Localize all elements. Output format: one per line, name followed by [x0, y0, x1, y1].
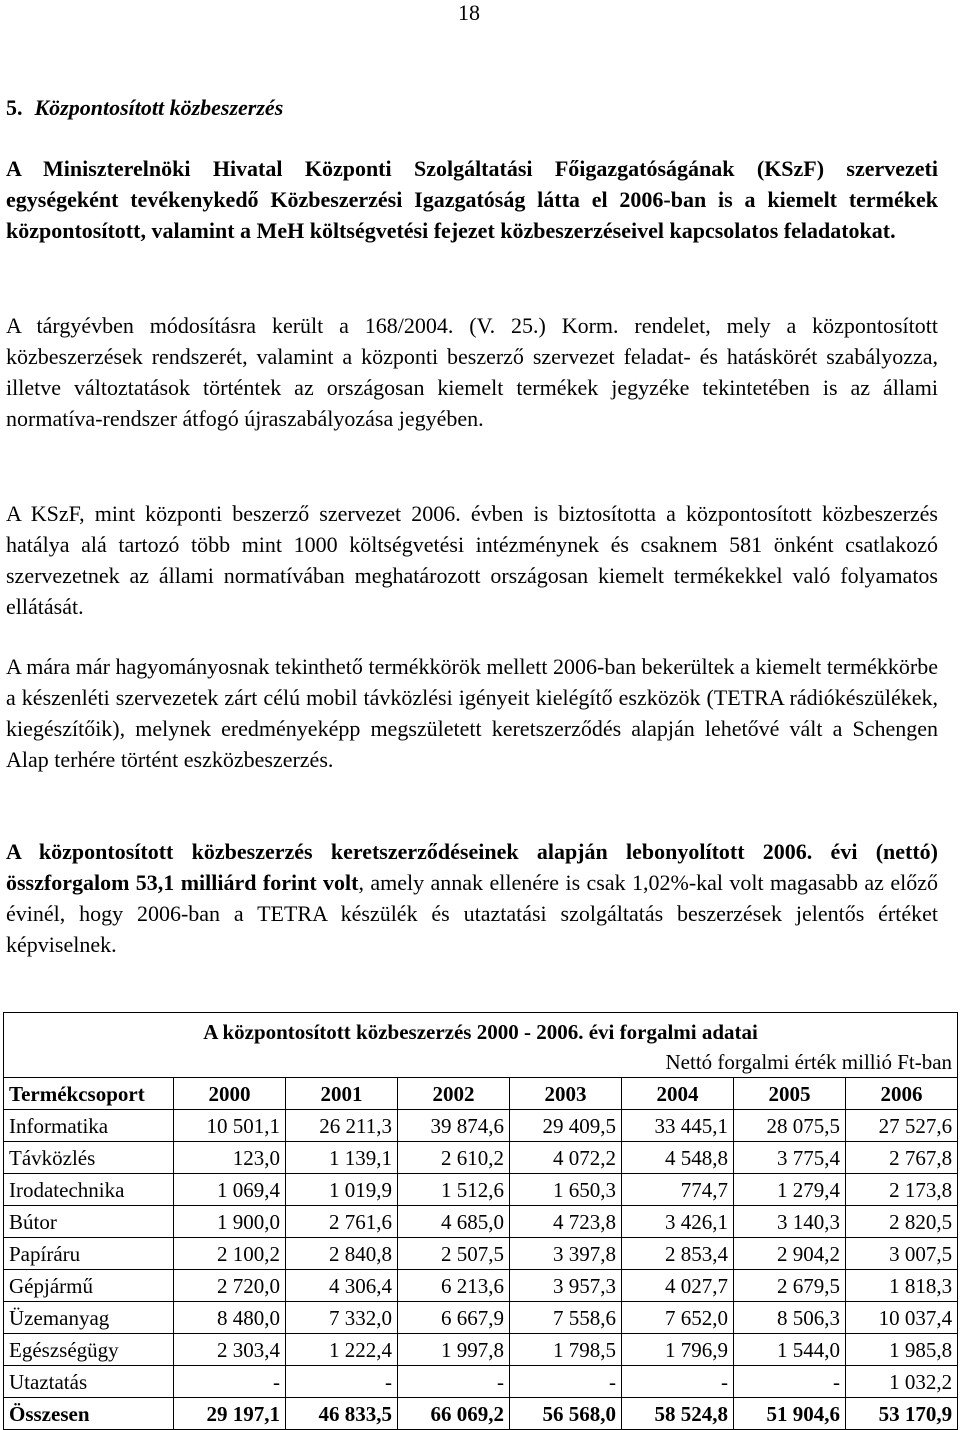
- row-label-cell: Egészségügy: [4, 1334, 174, 1366]
- row-label-cell: Informatika: [4, 1110, 174, 1142]
- value-cell: 2 904,2: [734, 1238, 846, 1270]
- turnover-table-container: [3, 1012, 957, 1430]
- value-cell: 7 332,0: [286, 1302, 398, 1334]
- value-cell: 6 667,9: [398, 1302, 510, 1334]
- value-cell: 1 069,4: [174, 1174, 286, 1206]
- row-label-cell: Papíráru: [4, 1238, 174, 1270]
- value-cell: 4 548,8: [622, 1142, 734, 1174]
- value-cell: 4 723,8: [510, 1206, 622, 1238]
- value-cell: 4 685,0: [398, 1206, 510, 1238]
- table-row: [4, 1302, 958, 1334]
- value-cell: 3 775,4: [734, 1142, 846, 1174]
- turnover-highlight: A központosított közbeszerzés keretszerződéseinek alapján lebonyolított 2006. évi (nettó) összforgalom 53,1 milliárd forint volt: [6, 839, 938, 895]
- header-cell: 2006: [846, 1078, 958, 1110]
- value-cell: -: [622, 1366, 734, 1398]
- value-cell: 2 853,4: [622, 1238, 734, 1270]
- value-cell: 33 445,1: [622, 1110, 734, 1142]
- value-cell: -: [174, 1366, 286, 1398]
- value-cell: 4 072,2: [510, 1142, 622, 1174]
- row-label-cell: Utaztatás: [4, 1366, 174, 1398]
- value-cell: 3 140,3: [734, 1206, 846, 1238]
- table-title-row: [4, 1013, 958, 1048]
- value-cell: 26 211,3: [286, 1110, 398, 1142]
- value-cell: 53 170,9: [846, 1398, 958, 1430]
- page-number: 18: [458, 0, 480, 25]
- paragraph-ksz-intro: A Miniszterelnöki Hivatal Központi Szolgáltatási Főigazgatóságának (KSzF) szervezeti egységeként tevékenykedő Közbeszerzési Igazgatóság látta el 2006-ban is a kiemelt termékek központosított, valamint a MeH költségvetési fejezet közbeszerzéseivel kapcsolatos feladatokat.: [6, 156, 938, 243]
- value-cell: 1 139,1: [286, 1142, 398, 1174]
- value-cell: -: [286, 1366, 398, 1398]
- section-heading: [6, 93, 283, 123]
- section-title: Központosított közbeszerzés: [34, 95, 284, 120]
- row-label-cell: Összesen: [4, 1398, 174, 1430]
- value-cell: 774,7: [622, 1174, 734, 1206]
- value-cell: 2 610,2: [398, 1142, 510, 1174]
- value-cell: 39 874,6: [398, 1110, 510, 1142]
- value-cell: 1 818,3: [846, 1270, 958, 1302]
- value-cell: 1 985,8: [846, 1334, 958, 1366]
- value-cell: -: [510, 1366, 622, 1398]
- header-cell: 2004: [622, 1078, 734, 1110]
- value-cell: 29 409,5: [510, 1110, 622, 1142]
- value-cell: 2 761,6: [286, 1206, 398, 1238]
- value-cell: 27 527,6: [846, 1110, 958, 1142]
- table-unit: Nettó forgalmi érték millió Ft-ban: [4, 1047, 958, 1078]
- value-cell: 29 197,1: [174, 1398, 286, 1430]
- row-label-cell: Távközlés: [4, 1142, 174, 1174]
- value-cell: 2 679,5: [734, 1270, 846, 1302]
- value-cell: 2 100,2: [174, 1238, 286, 1270]
- paragraph-regulation: A tárgyévben módosításra került a 168/2004. (V. 25.) Korm. rendelet, mely a központosított közbeszerzések rendszerét, valamint a központi beszerző szervezet feladat- és hatáskörét szabályozza, illetve változtatások történtek az országosan kiemelt termékek jegyzéke tekintetében is az állami normatíva-rendszer átfogó újraszabályozása jegyében.: [6, 313, 938, 431]
- table-header-row: [4, 1078, 958, 1110]
- table-row: [4, 1174, 958, 1206]
- table-row: [4, 1206, 958, 1238]
- turnover-table: [3, 1012, 958, 1430]
- header-cell: Termékcsoport: [4, 1078, 174, 1110]
- value-cell: 1 798,5: [510, 1334, 622, 1366]
- value-cell: 3 957,3: [510, 1270, 622, 1302]
- paragraph-turnover: [6, 836, 938, 960]
- row-label-cell: Irodatechnika: [4, 1174, 174, 1206]
- table-total-row: [4, 1398, 958, 1430]
- value-cell: 2 767,8: [846, 1142, 958, 1174]
- value-cell: 10 037,4: [846, 1302, 958, 1334]
- value-cell: 1 512,6: [398, 1174, 510, 1206]
- table-row: [4, 1334, 958, 1366]
- value-cell: 1 019,9: [286, 1174, 398, 1206]
- value-cell: 1 650,3: [510, 1174, 622, 1206]
- paragraph-supply: A KSzF, mint központi beszerző szervezet 2006. évben is biztosította a központosított közbeszerzés hatálya alá tartozó több mint 1000 költségvetési intézménynek és csaknem 581 önként csatlakozó szervezetnek az állami normatívában meghatározott országosan kiemelt termékekkel való folyamatos ellátását.: [6, 501, 938, 619]
- header-cell: 2001: [286, 1078, 398, 1110]
- table-row: [4, 1238, 958, 1270]
- table-row: [4, 1366, 958, 1398]
- table-title: A központosított közbeszerzés 2000 - 2006. évi forgalmi adatai: [4, 1013, 958, 1048]
- value-cell: 6 213,6: [398, 1270, 510, 1302]
- value-cell: -: [734, 1366, 846, 1398]
- value-cell: 3 007,5: [846, 1238, 958, 1270]
- value-cell: 1 997,8: [398, 1334, 510, 1366]
- value-cell: 1 796,9: [622, 1334, 734, 1366]
- row-label-cell: Gépjármű: [4, 1270, 174, 1302]
- value-cell: 1 032,2: [846, 1366, 958, 1398]
- table-row: [4, 1270, 958, 1302]
- header-cell: 2003: [510, 1078, 622, 1110]
- value-cell: 58 524,8: [622, 1398, 734, 1430]
- value-cell: 2 840,8: [286, 1238, 398, 1270]
- value-cell: 28 075,5: [734, 1110, 846, 1142]
- value-cell: 1 279,4: [734, 1174, 846, 1206]
- table-row: [4, 1142, 958, 1174]
- row-label-cell: Üzemanyag: [4, 1302, 174, 1334]
- table-unit-row: [4, 1047, 958, 1078]
- value-cell: 51 904,6: [734, 1398, 846, 1430]
- value-cell: 10 501,1: [174, 1110, 286, 1142]
- value-cell: 8 480,0: [174, 1302, 286, 1334]
- value-cell: 66 069,2: [398, 1398, 510, 1430]
- value-cell: 2 303,4: [174, 1334, 286, 1366]
- row-label-cell: Bútor: [4, 1206, 174, 1238]
- paragraph-tetra: A mára már hagyományosnak tekinthető termékkörök mellett 2006-ban bekerültek a kiemelt termékkörbe a készenléti szervezetek zárt célú mobil távközlési igényeit kielégítő eszközök (TETRA rádiókészülékek, kiegészítőik), melynek eredményeképp megszületett keretszerződés alapján lehetővé vált a Schengen Alap terhére történt eszközbeszerzés.: [6, 654, 938, 772]
- value-cell: 2 507,5: [398, 1238, 510, 1270]
- table-row: [4, 1110, 958, 1142]
- value-cell: 3 426,1: [622, 1206, 734, 1238]
- value-cell: -: [398, 1366, 510, 1398]
- value-cell: 56 568,0: [510, 1398, 622, 1430]
- value-cell: 1 544,0: [734, 1334, 846, 1366]
- value-cell: 2 173,8: [846, 1174, 958, 1206]
- value-cell: 2 720,0: [174, 1270, 286, 1302]
- turnover-rest: , amely annak ellenére is csak 1,02%-kal volt magasabb az előző évinél, hogy 2006-ban a TETRA készülék és utaztatási szolgáltatás beszerzések jelentős értéket képviselnek.: [6, 870, 938, 957]
- value-cell: 2 820,5: [846, 1206, 958, 1238]
- value-cell: 8 506,3: [734, 1302, 846, 1334]
- value-cell: 1 900,0: [174, 1206, 286, 1238]
- value-cell: 3 397,8: [510, 1238, 622, 1270]
- value-cell: 7 652,0: [622, 1302, 734, 1334]
- value-cell: 4 027,7: [622, 1270, 734, 1302]
- section-number: 5.: [6, 95, 23, 120]
- header-cell: 2000: [174, 1078, 286, 1110]
- header-cell: 2002: [398, 1078, 510, 1110]
- header-cell: 2005: [734, 1078, 846, 1110]
- value-cell: 7 558,6: [510, 1302, 622, 1334]
- value-cell: 4 306,4: [286, 1270, 398, 1302]
- value-cell: 46 833,5: [286, 1398, 398, 1430]
- value-cell: 123,0: [174, 1142, 286, 1174]
- value-cell: 1 222,4: [286, 1334, 398, 1366]
